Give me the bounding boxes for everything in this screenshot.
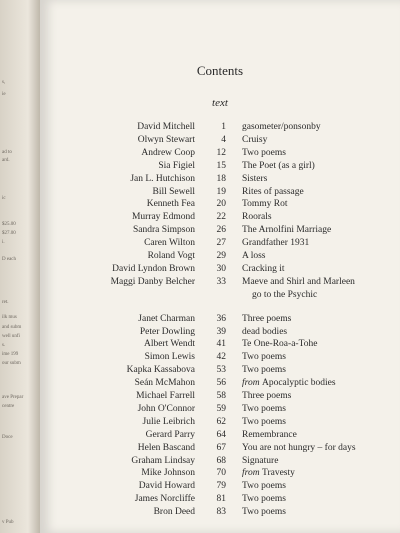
toc-work-title: Signature [242, 455, 279, 466]
toc-work-title: from Apocalyptic bodies [242, 378, 336, 389]
toc-author: Michael Farrell [136, 391, 195, 401]
toc-entry [40, 506, 400, 519]
toc-entry [40, 338, 400, 351]
toc-title-prefix: from [242, 468, 262, 479]
bleed-fragment: s. [2, 343, 6, 348]
toc-entry [40, 313, 400, 326]
toc-author: Olwyn Stewart [137, 134, 195, 145]
toc-entry [40, 429, 400, 442]
toc-work-title: A loss [242, 251, 266, 261]
page-title: Contents [196, 63, 244, 78]
bleed-fragment: and subm [2, 325, 22, 330]
toc-entry [40, 455, 400, 468]
toc-entry [40, 377, 400, 390]
toc-entry [40, 250, 400, 263]
bleed-fragment: ie [2, 92, 6, 97]
toc-entry [40, 276, 400, 300]
toc-author: Gerard Parry [145, 429, 195, 440]
toc-work-title: Two poems [242, 352, 286, 363]
toc-author: Janet Charman [138, 313, 195, 324]
bleed-fragment: $25.00 [2, 222, 16, 227]
toc-entry [40, 173, 400, 186]
toc-title-prefix: from [242, 378, 262, 389]
toc-page-number: 59 [216, 403, 226, 414]
toc-author: Sandra Simpson [132, 225, 195, 236]
bleed-fragment: well unfi [2, 334, 20, 339]
toc-entry [40, 326, 400, 339]
toc-author: David Howard [138, 481, 195, 492]
toc-work-title: Remembrance [242, 429, 297, 440]
bleed-fragment: ard. [2, 158, 10, 163]
toc-page-number: 70 [216, 468, 226, 479]
bleed-fragment: centre [2, 404, 15, 409]
contents-page [40, 0, 400, 533]
bleed-fragment: v Pub [2, 520, 14, 525]
section-heading: text [212, 97, 228, 109]
toc-entry [40, 467, 400, 480]
toc-work-title: The Arnolfini Marriage [242, 225, 332, 236]
toc-entry [40, 224, 400, 237]
toc-work-title: The Poet (as a girl) [242, 160, 315, 171]
toc-author: Kapka Kassabova [126, 365, 195, 376]
toc-author: Roland Vogt [147, 251, 195, 261]
bleed-fragment: ilk mus [2, 315, 17, 320]
toc-page-number: 36 [216, 313, 226, 324]
toc-page-number: 22 [216, 212, 226, 223]
toc-page-number: 62 [216, 416, 226, 427]
toc-author: Jan L. Hutchison [130, 173, 195, 184]
toc-author: David Lyndon Brown [112, 263, 195, 274]
toc-page-number: 26 [216, 225, 226, 236]
toc-author: Graham Lindsay [131, 455, 195, 466]
bleed-fragment: Doce [2, 435, 13, 440]
toc-entry [40, 134, 400, 147]
bleed-fragment: ic [2, 196, 6, 201]
toc-author: Julie Leibrich [142, 416, 195, 427]
toc-entry [40, 186, 400, 199]
toc-page-number: 30 [216, 263, 226, 274]
toc-author: Peter Dowling [139, 326, 195, 337]
toc-work-title: Maeve and Shirl and Marleen go to the Psychic [242, 276, 355, 300]
toc-author: Caren Wilton [144, 238, 195, 249]
toc-author: Andrew Coop [141, 147, 195, 158]
toc-entry [40, 237, 400, 250]
toc-work-title: Cruisy [242, 134, 268, 145]
toc-page-number: 29 [216, 251, 226, 261]
toc-entry [40, 390, 400, 403]
toc-work-title: Sisters [242, 173, 268, 184]
toc-entry [40, 198, 400, 211]
toc-entry [40, 351, 400, 364]
bleed-fragment: D each [2, 257, 17, 262]
adjacent-page-edge [0, 0, 40, 533]
toc-author: Kenneth Fea [146, 199, 195, 210]
toc-entry [40, 147, 400, 160]
toc-author: Maggi Danby Belcher [110, 276, 195, 287]
toc-entry [40, 403, 400, 416]
toc-work-title: Two poems [242, 365, 286, 376]
toc-work-title: from Travesty [242, 468, 295, 479]
toc-work-title: Cracking it [242, 263, 285, 274]
toc-page-number: 18 [216, 173, 226, 184]
toc-work-title: Grandfather 1931 [242, 238, 310, 249]
toc-author: David Mitchell [137, 122, 195, 132]
toc-work-title: Two poems [242, 494, 286, 505]
toc-entry [40, 160, 400, 173]
toc-work-title-continuation: go to the Psychic [252, 289, 318, 300]
toc-entry [40, 364, 400, 377]
bleed-fragment: ime 199 [2, 352, 19, 357]
toc-work-title: Two poems [242, 507, 286, 518]
toc-work-title: Tommy Rot [242, 199, 288, 210]
bleed-fragment: our subm [2, 361, 21, 366]
toc-work-title: Two poems [242, 147, 286, 158]
toc-page-number: 20 [216, 199, 226, 210]
toc-entry [40, 442, 400, 455]
bleed-fragment: s, [2, 80, 6, 85]
toc-page-number: 79 [216, 481, 226, 492]
toc-author: Bill Sewell [152, 186, 195, 197]
toc-work-title: Three poems [242, 313, 292, 324]
bleed-fragment: $27.00 [2, 231, 16, 236]
toc-work-title: Two poems [242, 481, 286, 492]
toc-work-title: Two poems [242, 403, 286, 414]
toc-entry [40, 493, 400, 506]
toc-page-number: 67 [216, 442, 226, 453]
toc-entry [40, 211, 400, 224]
bleed-fragment: ret. [2, 300, 9, 305]
toc-author: James Norcliffe [134, 494, 195, 505]
toc-entry [40, 416, 400, 429]
toc-page-number: 81 [216, 494, 226, 505]
toc-author: Seán McMahon [134, 378, 195, 389]
toc-page-number: 39 [216, 326, 226, 337]
toc-page-number: 68 [216, 455, 226, 466]
toc-work-title: Three poems [242, 391, 292, 401]
toc-entry [40, 480, 400, 493]
toc-entry [40, 121, 400, 134]
toc-page-number: 83 [216, 507, 226, 518]
bleed-fragment: i. [2, 240, 5, 245]
toc-work-title: Two poems [242, 416, 286, 427]
toc-page-number: 27 [216, 238, 226, 249]
toc-author: Helen Bascand [137, 442, 195, 453]
toc-page-number: 19 [216, 186, 226, 197]
toc-page-number: 53 [216, 365, 226, 376]
toc-page-number: 42 [216, 352, 226, 363]
toc-page-number: 41 [216, 339, 226, 350]
bleed-fragment: ad to [2, 150, 12, 155]
toc-work-title: dead bodies [242, 326, 288, 337]
toc-page-number: 64 [216, 429, 226, 440]
toc-author: Mike Johnson [141, 468, 195, 479]
toc-work-title: Rites of passage [242, 186, 304, 197]
toc-author: John O'Connor [137, 403, 195, 414]
toc-page-number: 1 [221, 122, 226, 132]
toc-author: Simon Lewis [144, 352, 195, 363]
toc-page-number: 58 [216, 391, 226, 401]
toc-page-number: 12 [216, 147, 226, 158]
toc-work-title: You are not hungry – for days [242, 442, 356, 453]
toc-work-title: gasometer/ponsonby [242, 122, 321, 132]
toc-page-number: 4 [221, 134, 226, 145]
toc-work-title: Te One-Roa-a-Tohe [242, 339, 318, 350]
toc-work-title: Roorals [242, 212, 272, 223]
toc-entry [40, 263, 400, 276]
toc-page-number: 56 [216, 378, 226, 389]
toc-page-number: 15 [216, 160, 226, 171]
toc-author: Murray Edmond [131, 212, 195, 223]
toc-author: Bron Deed [153, 507, 195, 518]
toc-author: Albert Wendt [143, 339, 195, 350]
toc-page-number: 33 [216, 276, 226, 287]
bleed-fragment: ave Prepar [2, 395, 24, 400]
toc-author: Sia Figiel [158, 160, 195, 171]
